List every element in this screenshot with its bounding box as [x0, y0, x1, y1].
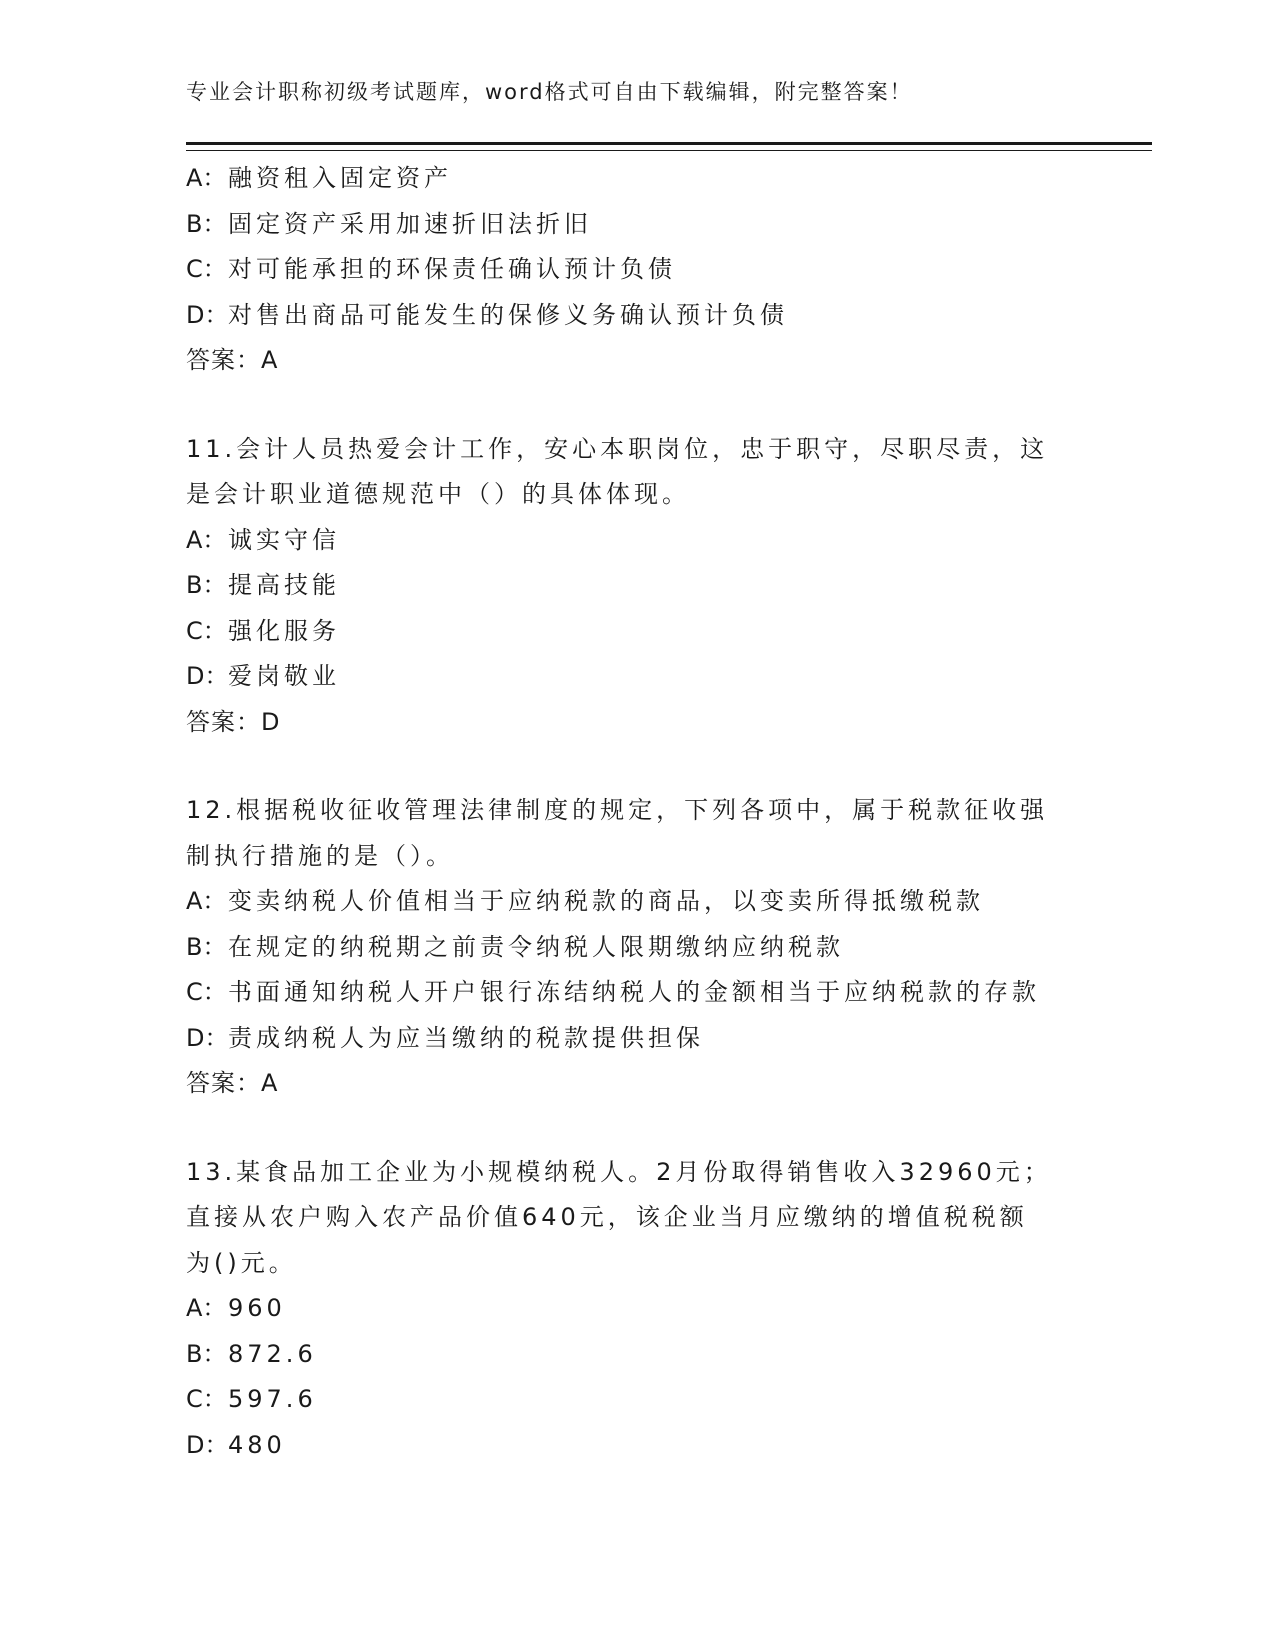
option-text: 597.6 — [228, 1385, 317, 1413]
option-b — [186, 1332, 1086, 1378]
option-b — [186, 925, 1086, 971]
answer-line: 答案：D — [186, 707, 281, 736]
option-d — [186, 1016, 1086, 1062]
option-text: 对可能承担的环保责任确认预计负债 — [228, 255, 676, 283]
option-text: 诚实守信 — [228, 525, 340, 554]
option-text: 爱岗敬业 — [228, 662, 340, 690]
question-stem-line: 12.根据税收征收管理法律制度的规定，下列各项中，属于税款征收强 — [186, 796, 1049, 824]
option-c — [186, 609, 1086, 655]
option-text: 固定资产采用加速折旧法折旧 — [228, 209, 592, 238]
option-label: A： — [186, 1294, 227, 1322]
option-label: D： — [186, 1023, 229, 1052]
option-label: A： — [186, 887, 227, 915]
option-text: 提高技能 — [228, 571, 340, 599]
question-13 — [186, 1150, 1086, 1469]
question-stem-line: 直接从农户购入农产品价值640元，该企业当月应缴纳的增值税税额 — [186, 1203, 1028, 1231]
option-c — [186, 970, 1086, 1016]
option-d — [186, 293, 1086, 339]
option-label: D： — [186, 662, 229, 690]
question-stem-line: 11.会计人员热爱会计工作，安心本职岗位，忠于职守，尽职尽责，这 — [186, 434, 1049, 463]
answer-line: 答案：A — [186, 1069, 279, 1097]
option-b — [186, 563, 1086, 609]
question-stem-line: 为()元。 — [186, 1248, 297, 1277]
question-12 — [186, 788, 1086, 1107]
question-11 — [186, 427, 1086, 746]
option-label: B： — [186, 209, 227, 238]
option-label: B： — [186, 932, 227, 961]
option-label: D： — [186, 300, 229, 329]
option-a — [186, 518, 1086, 564]
option-a — [186, 879, 1086, 925]
option-label: C： — [186, 978, 227, 1006]
option-label: A： — [186, 525, 227, 554]
question-stem-line: 是会计职业道德规范中（）的具体体现。 — [186, 480, 690, 508]
option-label: A： — [186, 164, 227, 192]
option-text: 960 — [228, 1294, 286, 1322]
option-text: 强化服务 — [228, 616, 340, 645]
option-label: C： — [186, 1385, 227, 1413]
option-text: 变卖纳税人价值相当于应纳税款的商品，以变卖所得抵缴税款 — [228, 887, 984, 915]
question-stem-line: 13.某食品加工企业为小规模纳税人。2月份取得销售收入32960元； — [186, 1157, 1052, 1186]
option-c — [186, 1377, 1086, 1423]
partial-question — [186, 156, 1086, 384]
option-a — [186, 156, 1086, 202]
option-text: 书面通知纳税人开户银行冻结纳税人的金额相当于应纳税款的存款 — [228, 978, 1040, 1006]
option-c — [186, 247, 1086, 293]
option-text: 对售出商品可能发生的保修义务确认预计负债 — [228, 300, 788, 329]
header-rule — [186, 142, 1152, 151]
option-label: B： — [186, 571, 227, 599]
page-header: 专业会计职称初级考试题库，word格式可自由下载编辑，附完整答案！ — [186, 80, 913, 104]
option-label: B： — [186, 1339, 227, 1368]
option-label: C： — [186, 255, 227, 283]
option-text: 融资租入固定资产 — [228, 164, 452, 192]
option-text: 872.6 — [228, 1339, 317, 1368]
option-text: 在规定的纳税期之前责令纳税人限期缴纳应纳税款 — [228, 932, 844, 961]
option-text: 480 — [228, 1430, 286, 1459]
option-a — [186, 1286, 1086, 1332]
option-b — [186, 202, 1086, 248]
question-stem-line: 制执行措施的是（）。 — [186, 841, 454, 870]
option-label: D： — [186, 1430, 229, 1459]
option-text: 责成纳税人为应当缴纳的税款提供担保 — [228, 1023, 704, 1052]
option-d — [186, 1423, 1086, 1469]
question-content — [186, 156, 1086, 1468]
option-d — [186, 654, 1086, 700]
option-label: C： — [186, 616, 227, 645]
answer-line: 答案：A — [186, 346, 279, 374]
